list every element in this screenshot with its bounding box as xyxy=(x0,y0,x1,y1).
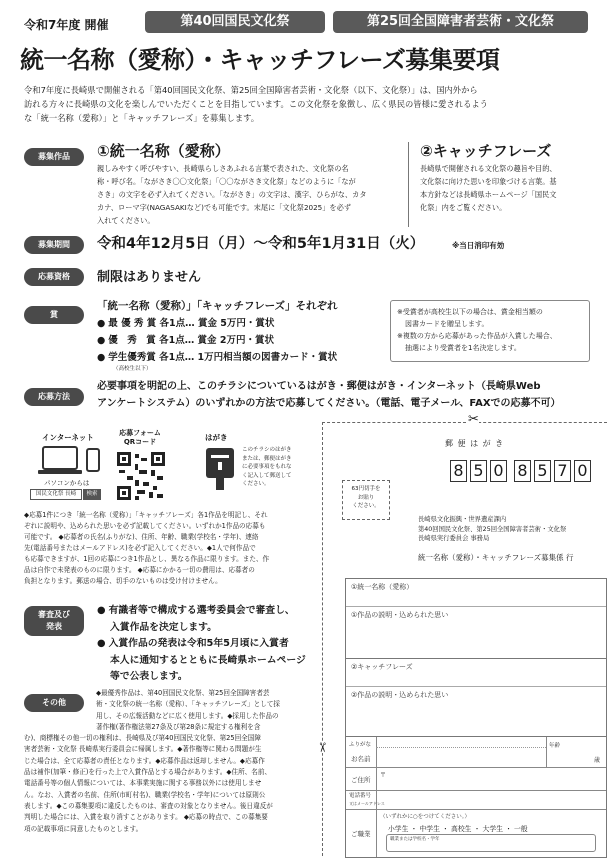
work1-desc: 親しみやすく呼びやすい、長崎県らしさあふれる言葉で表された、文化祭の名 称・呼び名。「ながさき〇〇文化祭」「〇〇ながさき文化祭」などのように「なが さき」の文字を必ず入れてください。「ながさき」の文字は、漢字、ひらがな、カタ カナ、ローマ字(NAGASAKIなど)でも可能です。末尾に「文化祭2025」を必ず 入れてください。 xyxy=(97,164,367,225)
zip-digit: 8 xyxy=(450,460,467,482)
entry-form: ①統一名称（愛称） ①作品の説明・込められた思い ②キャッチフレーズ ②作品の説明・込められた思い ふりがな お名前 年齢 歳 ご住所 〒 電話番号 又はメールアドレス ご職業 （いずれかに○をつけてください。） 小学生 ・ 中学生 ・ 高校生 ・ 大学生 ・ 一般 職業または学校名・学年 xyxy=(345,578,607,858)
recipient-address: 長崎県文化振興・世界遺産課内 第40回国民文化祭、第25回全国障害者芸術・文化祭 長崎県実行委員会 事務局 xyxy=(418,516,567,542)
job-options[interactable]: 小学生 ・ 中学生 ・ 高校生 ・ 大学生 ・ 一般 xyxy=(388,825,528,833)
field-phone[interactable] xyxy=(377,791,605,809)
prize-item: ● 学生優秀賞 各1点… 1万円相当額の図書カード・賞状 xyxy=(97,349,337,366)
scissors-icon: ✂ xyxy=(468,412,479,427)
zip-digit: 8 xyxy=(514,460,531,482)
field-name[interactable]: ①統一名称（愛称） xyxy=(346,579,606,607)
prize-notes: ※受賞者が高校生以下の場合は、賞金相当額の 図書カードを贈呈します。 ※複数の方から応募があった作品が入賞した場合、 抽選により受賞者を1名決定します。 xyxy=(390,300,590,362)
zip-code-boxes xyxy=(450,460,591,482)
laptop-icon xyxy=(37,446,85,476)
postcard-caption: はがき xyxy=(205,433,228,442)
page-title: 統一名称（愛称）・キャッチフレーズ募集要項 xyxy=(20,46,500,74)
prize-list xyxy=(97,315,337,366)
field-catchphrase[interactable]: ②キャッチフレーズ xyxy=(346,659,606,687)
other-label: その他 xyxy=(24,694,84,712)
review-label: 審査及び 発表 xyxy=(24,606,84,636)
badge-geijutsusai: 第25回全国障害者芸術・文化祭 xyxy=(333,11,588,33)
works-divider xyxy=(408,142,409,227)
period-label: 募集期間 xyxy=(24,236,84,254)
work1-title: ①統一名称（愛称） xyxy=(97,142,230,160)
qr-code-icon[interactable] xyxy=(117,452,165,500)
other-text: ◆最優秀作品は、第40回国民文化祭、第25回全国障害者芸 術・文化祭の統一名称（愛称）、「キャッチフレーズ」として採 用し、その広報活動などに広く使用します。◆採用した作品の 著作権(著作権法第27条及び第28条に規定する権利を含 む)、商標権その他一切の権利は、長崎県及び第40回国民文化祭、第25回全国障 害者芸術・文化祭 長崎県実行委員会に帰属します。◆著作権等に関わる問題が生 じた場合は、全て応募者の責任となります。◆応募作品は返却しません。◆応募作 品は補作(加筆・修正)を行った上で入賞作品とする場合があります。◆住所、名前、 電話番号等の個人情報については、本事業実施に関する事務以外には使用しませ ん。なお、入賞者の名前、住所(市町村名)、職業(学校名・学年)については原則公 表します。◆この募集要項に違反したものは、審査の対象となりません。後日違反が 判明した場合には、入賞を取り消すことがあります。 ◆応募の時点で、この募集要 項の記載事項に同意したものとします。 xyxy=(24,689,281,833)
search-box[interactable]: 国民文化祭 長崎 xyxy=(30,489,82,500)
prize-label: 賞 xyxy=(24,306,84,324)
zip-digit: 5 xyxy=(470,460,487,482)
cut-line-horizontal xyxy=(322,422,607,423)
review-text: ● 有識者等で構成する選考委員会で審査し、 入賞作品を決定します。 ● 入賞作品の発表は令和5年5月頃に入賞者 本人に通知するとともに長崎県ホームページ 等で公表します。 xyxy=(97,603,306,686)
form-caption: 応募フォーム QRコード xyxy=(119,429,161,446)
period-note: ※当日消印有効 xyxy=(452,241,505,250)
field-school[interactable] xyxy=(387,841,595,851)
stamp-box: 63円切手を お貼り ください。 xyxy=(342,480,390,520)
works-label: 募集作品 xyxy=(24,148,84,166)
search-button[interactable]: 検索 xyxy=(83,489,101,500)
zip-digit: 0 xyxy=(574,460,591,482)
postcard-note: このチラシのはがき または、郵便はがき に必要事項をもれな く記入して郵送して ください。 xyxy=(242,447,292,487)
eligibility-text: 制限はありません xyxy=(97,270,202,285)
method-text: 必要事項を明記の上、このチラシについているはがき・郵便はがき・インターネット（長崎県Web アンケートシステム）のいずれかの方法で応募してください。（電話、電子メール、FAXでの応募不可） xyxy=(97,381,561,409)
period-text: 令和4年12月5日（月）〜令和5年1月31日（火） xyxy=(97,236,425,252)
zip-digit: 7 xyxy=(554,460,571,482)
prize-item: ● 優 秀 賞 各1点… 賞金 2万円・賞状 xyxy=(97,332,337,349)
zip-digit: 5 xyxy=(534,460,551,482)
prize-sub: （高校生以下） xyxy=(113,366,152,372)
zip-digit: 0 xyxy=(490,460,507,482)
badge-kokubunsai: 第40回国民文化祭 xyxy=(145,11,325,33)
work2-desc: 長崎県で開催される文化祭の趣旨や目的、 文化祭に向けた思いを印象づける言葉。基 本方針などは長崎県ホームページ「国民文 化祭」内をご覧ください。 xyxy=(420,164,557,212)
rules-text: ◆応募1件につき「統一名称（愛称）」「キャッチフレーズ」各1作品を明記し、それ ぞれに説明や、込められた思いを必ず記載してください。いずれか1作品の応募も 可能です。 ◆応募者の氏名(ふりがな)、住所、年齢、職業(学校名・学年)、連絡 先(電話番号またはメールアドレス)を必ず記入してください。◆1人で何作品で も応募できますが、1回の応募につき1作品とし、異なる作品に限ります。また、作 品は自作で未発表のものに限ります。 ◆応募にかかる一切の費用は、応募者の 負担となります。郵送の場合、切手のないものは受け付けません。 xyxy=(24,511,270,585)
eligibility-label: 応募資格 xyxy=(24,268,84,286)
postcard-label: 郵 便 は が き xyxy=(445,439,505,448)
method-label: 応募方法 xyxy=(24,388,84,406)
field-address[interactable] xyxy=(377,768,605,790)
internet-caption: インターネット xyxy=(42,433,94,442)
field-name-desc[interactable]: ①作品の説明・込められた思い xyxy=(346,607,606,659)
pc-text: パソコンからは xyxy=(44,479,90,487)
mailbox-icon xyxy=(205,446,235,490)
prize-item: ● 最 優 秀 賞 各1点… 賞金 5万円・賞状 xyxy=(97,315,337,332)
recipient-name: 統一名称（愛称）・キャッチフレーズ募集係 行 xyxy=(418,553,574,562)
smartphone-icon xyxy=(86,448,100,472)
field-age[interactable] xyxy=(561,741,591,763)
intro-text: 令和7年度に長崎県で開催される「第40回国民文化祭、第25回全国障害者芸術・文化祭（以下、文化祭）」は、国内外から 訪れる方々に長崎県の文化を楽しんでいただくことを目指しています。この文化祭を象徴し、広く県民の皆様に愛されるよう な「統一名称（愛称）」と「キャッチフレーズ」を募集します。 xyxy=(24,85,488,123)
year-label: 令和7年度 開催 xyxy=(24,18,109,32)
work2-title: ②キャッチフレーズ xyxy=(420,142,552,160)
cut-line-vertical xyxy=(322,422,323,856)
field-fullname[interactable] xyxy=(377,747,547,767)
scissors-icon: ✂ xyxy=(313,742,329,753)
field-catchphrase-desc[interactable]: ②作品の説明・込められた思い xyxy=(346,687,606,737)
prize-head: 「統一名称（愛称）」「キャッチフレーズ」それぞれ xyxy=(97,300,338,312)
